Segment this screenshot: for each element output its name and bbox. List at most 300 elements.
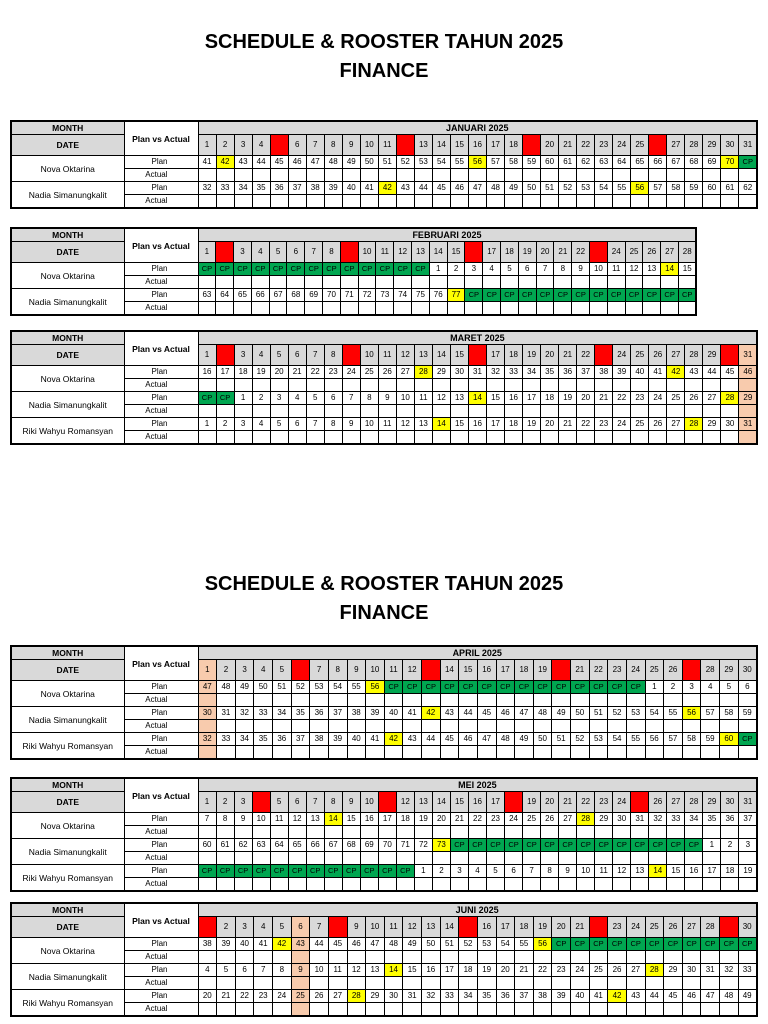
- plan-cell: 45: [270, 156, 288, 169]
- plan-cell: 24: [649, 392, 667, 405]
- plan-cell: 30: [721, 418, 739, 431]
- date-cell: 27: [667, 345, 685, 366]
- plan-cell: 35: [477, 990, 496, 1003]
- plan-cell: 24: [342, 366, 360, 379]
- plan-cell: 31: [403, 990, 422, 1003]
- plan-cell: CP: [738, 733, 757, 746]
- plan-cell: 46: [459, 733, 478, 746]
- page-title-bottom: [0, 570, 768, 628]
- actual-cell: [422, 1003, 441, 1017]
- actual-cell: [487, 431, 505, 445]
- actual-cell: [505, 379, 523, 392]
- actual-cell: [310, 951, 329, 964]
- plan-cell: 53: [577, 182, 595, 195]
- plan-cell: 52: [571, 733, 590, 746]
- plan-cell: CP: [483, 289, 501, 302]
- actual-cell: [378, 379, 396, 392]
- actual-cell: [360, 878, 378, 892]
- actual-cell: [682, 746, 701, 760]
- actual-cell: [649, 826, 667, 839]
- plan-cell: CP: [287, 263, 305, 276]
- plan-cell: 26: [541, 813, 559, 826]
- date-cell: 5: [273, 917, 292, 938]
- date-cell: 6: [288, 135, 306, 156]
- plan-cell: 58: [682, 733, 701, 746]
- actual-cell: [288, 431, 306, 445]
- plan-cell: 22: [468, 813, 486, 826]
- actual-cell: [613, 878, 631, 892]
- actual-cell: [487, 852, 505, 865]
- plan-cell: CP: [198, 392, 216, 405]
- plan-label: Plan: [124, 263, 198, 276]
- employee-name: Nadia Simanungkalit: [11, 392, 124, 418]
- plan-cell: 23: [595, 418, 613, 431]
- date-cell: 18: [505, 135, 523, 156]
- date-cell: 23: [595, 135, 613, 156]
- plan-cell: 3: [465, 263, 483, 276]
- plan-cell: 60: [198, 839, 216, 852]
- actual-cell: [366, 694, 385, 707]
- plan-cell: 36: [310, 707, 329, 720]
- actual-cell: [577, 195, 595, 209]
- actual-cell: [589, 1003, 608, 1017]
- actual-cell: [590, 276, 608, 289]
- plan-cell: 19: [559, 392, 577, 405]
- actual-cell: [360, 431, 378, 445]
- actual-cell: [720, 1003, 739, 1017]
- actual-cell: [487, 379, 505, 392]
- actual-cell: [324, 852, 342, 865]
- plan-cell: 41: [589, 990, 608, 1003]
- actual-cell: [217, 1003, 236, 1017]
- plan-cell: 41: [254, 938, 273, 951]
- actual-cell: [613, 169, 631, 182]
- date-cell: 26: [649, 135, 667, 156]
- date-cell: 12: [396, 135, 414, 156]
- date-cell: 9: [347, 660, 366, 681]
- date-cell: 6: [291, 660, 310, 681]
- plan-cell: 6: [505, 865, 523, 878]
- plan-cell: 51: [440, 938, 459, 951]
- actual-cell: [347, 694, 366, 707]
- actual-cell: [291, 694, 310, 707]
- actual-cell: [459, 951, 478, 964]
- plan-cell: 45: [721, 366, 739, 379]
- actual-cell: [432, 431, 450, 445]
- actual-cell: [649, 431, 667, 445]
- plan-cell: 19: [252, 366, 270, 379]
- actual-cell: [667, 878, 685, 892]
- plan-cell: 32: [720, 964, 739, 977]
- plan-cell: 15: [342, 813, 360, 826]
- plan-cell: 7: [536, 263, 554, 276]
- date-cell: 19: [523, 345, 541, 366]
- actual-cell: [589, 720, 608, 733]
- plan-cell: 49: [552, 707, 571, 720]
- actual-cell: [347, 977, 366, 990]
- plan-cell: 61: [559, 156, 577, 169]
- actual-cell: [701, 746, 720, 760]
- plan-cell: CP: [440, 681, 459, 694]
- actual-cell: [269, 302, 287, 316]
- actual-cell: [739, 431, 757, 445]
- plan-cell: CP: [487, 839, 505, 852]
- actual-cell: [366, 720, 385, 733]
- plan-cell: 21: [217, 990, 236, 1003]
- actual-cell: [720, 720, 739, 733]
- actual-cell: [366, 1003, 385, 1017]
- actual-cell: [541, 431, 559, 445]
- actual-cell: [664, 1003, 683, 1017]
- plan-cell: CP: [571, 681, 590, 694]
- actual-cell: [523, 169, 541, 182]
- actual-cell: [631, 379, 649, 392]
- plan-cell: 75: [412, 289, 430, 302]
- actual-cell: [270, 169, 288, 182]
- actual-cell: [572, 276, 590, 289]
- plan-cell: 6: [235, 964, 254, 977]
- plan-cell: 52: [396, 156, 414, 169]
- plan-cell: 28: [347, 990, 366, 1003]
- plan-cell: CP: [571, 938, 590, 951]
- actual-cell: [571, 977, 590, 990]
- date-cell: 16: [477, 660, 496, 681]
- plan-cell: 5: [306, 392, 324, 405]
- plan-cell: 22: [533, 964, 552, 977]
- actual-cell: [252, 169, 270, 182]
- actual-cell: [366, 977, 385, 990]
- actual-cell: [536, 276, 554, 289]
- date-cell: 19: [523, 792, 541, 813]
- actual-cell: [608, 746, 627, 760]
- plan-cell: 13: [366, 964, 385, 977]
- plan-cell: 46: [496, 707, 515, 720]
- actual-cell: [649, 379, 667, 392]
- actual-cell: [288, 195, 306, 209]
- date-label: DATE: [11, 242, 124, 263]
- plan-cell: 30: [682, 964, 701, 977]
- date-cell: 3: [234, 242, 252, 263]
- actual-cell: [571, 1003, 590, 1017]
- plan-cell: 37: [739, 813, 757, 826]
- date-cell: 7: [305, 242, 323, 263]
- date-cell: 17: [487, 792, 505, 813]
- actual-cell: [571, 694, 590, 707]
- plan-cell: 47: [468, 182, 486, 195]
- actual-cell: [571, 951, 590, 964]
- plan-cell: 43: [234, 156, 252, 169]
- date-cell: 28: [685, 135, 703, 156]
- actual-cell: [360, 852, 378, 865]
- plan-cell: CP: [251, 263, 269, 276]
- plan-cell: 8: [360, 392, 378, 405]
- plan-cell: 38: [310, 733, 329, 746]
- actual-cell: [384, 694, 403, 707]
- month-label: MONTH: [11, 331, 124, 345]
- plan-cell: 33: [254, 707, 273, 720]
- plan-cell: 47: [515, 707, 534, 720]
- actual-cell: [721, 826, 739, 839]
- actual-cell: [577, 878, 595, 892]
- actual-cell: [571, 746, 590, 760]
- actual-cell: [559, 379, 577, 392]
- plan-cell: CP: [649, 839, 667, 852]
- plan-label: Plan: [124, 839, 198, 852]
- actual-cell: [216, 169, 234, 182]
- date-cell: 4: [254, 917, 273, 938]
- actual-cell: [739, 852, 757, 865]
- actual-cell: [347, 1003, 366, 1017]
- plan-cell: 35: [252, 182, 270, 195]
- plan-cell: 7: [342, 392, 360, 405]
- date-cell: 4: [252, 135, 270, 156]
- date-cell: 22: [572, 242, 590, 263]
- actual-cell: [414, 195, 432, 209]
- plan-label: Plan: [124, 865, 198, 878]
- actual-label: Actual: [124, 878, 198, 892]
- plan-cell: 3: [234, 418, 252, 431]
- actual-cell: [738, 1003, 757, 1017]
- date-cell: 27: [667, 792, 685, 813]
- actual-cell: [703, 379, 721, 392]
- actual-cell: [235, 694, 254, 707]
- plan-cell: CP: [378, 865, 396, 878]
- actual-cell: [252, 405, 270, 418]
- actual-label: Actual: [124, 826, 198, 839]
- plan-cell: 3: [270, 392, 288, 405]
- plan-cell: 26: [378, 366, 396, 379]
- plan-cell: 60: [541, 156, 559, 169]
- plan-cell: 13: [306, 813, 324, 826]
- actual-cell: [273, 720, 292, 733]
- actual-cell: [252, 379, 270, 392]
- plan-cell: 56: [645, 733, 664, 746]
- plan-cell: 53: [414, 156, 432, 169]
- plan-cell: 29: [739, 392, 757, 405]
- actual-cell: [487, 878, 505, 892]
- plan-cell: 4: [468, 865, 486, 878]
- actual-cell: [738, 977, 757, 990]
- title-line-1: SCHEDULE & ROOSTER TAHUN 2025: [204, 31, 564, 53]
- plan-cell: 66: [306, 839, 324, 852]
- date-cell: 15: [450, 135, 468, 156]
- plan-cell: CP: [661, 289, 679, 302]
- employee-name: Nadia Simanungkalit: [11, 964, 124, 990]
- plan-cell: 33: [667, 813, 685, 826]
- actual-cell: [432, 169, 450, 182]
- actual-cell: [738, 746, 757, 760]
- actual-cell: [234, 195, 252, 209]
- plan-cell: 12: [347, 964, 366, 977]
- actual-cell: [626, 720, 645, 733]
- actual-cell: [396, 195, 414, 209]
- plan-cell: 31: [739, 418, 757, 431]
- actual-cell: [533, 746, 552, 760]
- month-label: MONTH: [11, 228, 124, 242]
- actual-cell: [465, 302, 483, 316]
- plan-cell: 39: [552, 990, 571, 1003]
- plan-cell: 45: [328, 938, 347, 951]
- plan-cell: 34: [235, 733, 254, 746]
- actual-cell: [703, 169, 721, 182]
- plan-cell: CP: [422, 681, 441, 694]
- plan-cell: 37: [577, 366, 595, 379]
- plan-cell: 26: [310, 990, 329, 1003]
- actual-cell: [682, 720, 701, 733]
- employee-name: Nova Oktarina: [11, 681, 124, 707]
- actual-cell: [384, 1003, 403, 1017]
- plan-cell: 44: [459, 707, 478, 720]
- plan-cell: 38: [347, 707, 366, 720]
- plan-cell: 40: [384, 707, 403, 720]
- actual-cell: [572, 302, 590, 316]
- actual-cell: [328, 1003, 347, 1017]
- date-cell: 1: [198, 135, 216, 156]
- actual-cell: [667, 169, 685, 182]
- plan-cell: 9: [291, 964, 310, 977]
- actual-cell: [234, 826, 252, 839]
- plan-cell: 25: [360, 366, 378, 379]
- actual-cell: [468, 195, 486, 209]
- actual-cell: [595, 826, 613, 839]
- actual-cell: [254, 746, 273, 760]
- actual-cell: [721, 878, 739, 892]
- actual-cell: [533, 720, 552, 733]
- actual-cell: [649, 878, 667, 892]
- plan-cell: 72: [358, 289, 376, 302]
- actual-cell: [291, 977, 310, 990]
- actual-cell: [328, 720, 347, 733]
- actual-cell: [306, 852, 324, 865]
- employee-name: Nova Oktarina: [11, 366, 124, 392]
- plan-cell: 62: [577, 156, 595, 169]
- plan-cell: 31: [468, 366, 486, 379]
- plan-cell: 10: [310, 964, 329, 977]
- actual-cell: [291, 1003, 310, 1017]
- plan-label: Plan: [124, 990, 198, 1003]
- actual-cell: [483, 276, 501, 289]
- actual-cell: [273, 951, 292, 964]
- plan-cell: 51: [273, 681, 292, 694]
- actual-cell: [450, 169, 468, 182]
- date-cell: 20: [552, 917, 571, 938]
- plan-cell: 23: [631, 392, 649, 405]
- plan-cell: 4: [288, 392, 306, 405]
- plan-cell: 40: [342, 182, 360, 195]
- plan-cell: 67: [324, 839, 342, 852]
- plan-cell: 14: [384, 964, 403, 977]
- actual-cell: [376, 276, 394, 289]
- plan-cell: 4: [252, 418, 270, 431]
- plan-cell: 54: [645, 707, 664, 720]
- plan-cell: CP: [572, 289, 590, 302]
- plan-cell: 13: [414, 418, 432, 431]
- date-cell: 18: [501, 242, 519, 263]
- actual-cell: [664, 977, 683, 990]
- plan-cell: 46: [739, 366, 757, 379]
- actual-cell: [468, 878, 486, 892]
- actual-cell: [459, 1003, 478, 1017]
- date-cell: 22: [589, 660, 608, 681]
- actual-cell: [394, 276, 412, 289]
- date-cell: 3: [234, 792, 252, 813]
- actual-cell: [360, 169, 378, 182]
- actual-cell: [552, 1003, 571, 1017]
- date-cell: 1: [198, 242, 216, 263]
- actual-cell: [378, 878, 396, 892]
- actual-cell: [414, 826, 432, 839]
- plan-cell: 29: [595, 813, 613, 826]
- actual-cell: [626, 977, 645, 990]
- actual-cell: [505, 431, 523, 445]
- plan-cell: 60: [703, 182, 721, 195]
- plan-cell: 3: [739, 839, 757, 852]
- actual-label: Actual: [124, 977, 198, 990]
- actual-cell: [607, 276, 625, 289]
- date-cell: 6: [288, 792, 306, 813]
- plan-cell: 39: [328, 733, 347, 746]
- actual-cell: [738, 720, 757, 733]
- plan-cell: 48: [533, 707, 552, 720]
- date-cell: 18: [505, 345, 523, 366]
- plan-cell: CP: [608, 938, 627, 951]
- actual-cell: [378, 826, 396, 839]
- plan-cell: 10: [360, 418, 378, 431]
- plan-cell: 61: [721, 182, 739, 195]
- actual-cell: [468, 405, 486, 418]
- employee-name: Riki Wahyu Romansyan: [11, 865, 124, 892]
- plan-cell: 40: [347, 733, 366, 746]
- actual-cell: [501, 276, 519, 289]
- actual-cell: [270, 878, 288, 892]
- actual-cell: [360, 826, 378, 839]
- plan-cell: 2: [721, 839, 739, 852]
- date-cell: 17: [496, 917, 515, 938]
- date-label: DATE: [11, 135, 124, 156]
- plan-label: Plan: [124, 392, 198, 405]
- actual-cell: [703, 878, 721, 892]
- actual-cell: [559, 852, 577, 865]
- date-cell: 3: [235, 660, 254, 681]
- date-cell: 29: [703, 135, 721, 156]
- plan-cell: 42: [667, 366, 685, 379]
- actual-cell: [496, 694, 515, 707]
- actual-cell: [477, 951, 496, 964]
- actual-cell: [396, 826, 414, 839]
- plan-cell: 18: [234, 366, 252, 379]
- plan-cell: 20: [198, 990, 217, 1003]
- plan-cell: 32: [235, 707, 254, 720]
- actual-cell: [403, 720, 422, 733]
- actual-cell: [358, 276, 376, 289]
- plan-cell: 68: [685, 156, 703, 169]
- plan-cell: 68: [342, 839, 360, 852]
- plan-cell: 74: [394, 289, 412, 302]
- plan-cell: 50: [254, 681, 273, 694]
- date-cell: 2: [216, 792, 234, 813]
- date-cell: 21: [571, 917, 590, 938]
- date-cell: 19: [518, 242, 536, 263]
- date-cell: 4: [254, 660, 273, 681]
- plan-cell: 48: [384, 938, 403, 951]
- date-cell: 15: [459, 917, 478, 938]
- plan-cell: 18: [505, 418, 523, 431]
- plan-cell: 22: [235, 990, 254, 1003]
- actual-cell: [703, 405, 721, 418]
- actual-cell: [701, 694, 720, 707]
- actual-cell: [649, 195, 667, 209]
- plan-cell: CP: [626, 938, 645, 951]
